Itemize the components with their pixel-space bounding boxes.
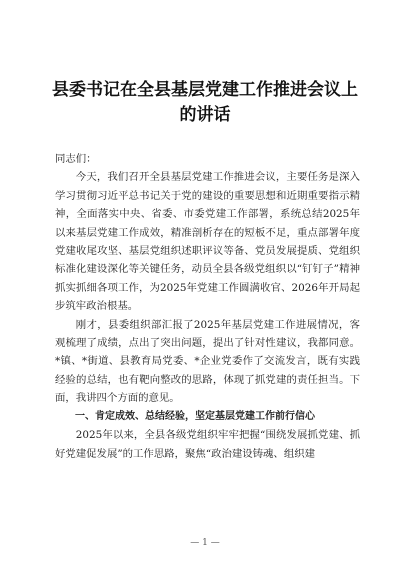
document-body	[55, 150, 360, 463]
page-number: — 1 —	[190, 538, 220, 548]
salutation: 同志们：	[55, 153, 97, 165]
paragraph-section-1: 2025年以来，全县各级党组织牢牢把握“围绕发展抓党建、抓好党建促发展”的工作思路，聚焦“政治建设铸魂、组织建	[55, 429, 360, 460]
paragraph-reports: 刚才，县委组织部汇报了2025年基层党建工作进展情况，客观梳理了成绩，点出了突出问题，提出了针对性建议，我都同意。*镇、*街道、县教育局党委、*企业党委作了交流发言，既有实践经验的总结，也有靶向整改的思路，体现了抓党建的责任担当。下面，我讲四个方面的意见。	[55, 318, 360, 405]
title-line-2: 的讲话	[179, 105, 231, 125]
paragraph-opening: 今天，我们召开全县基层党建工作推进会议，主要任务是深入学习贯彻习近平总书记关于党的建设的重要思想和近期重要指示精神，全面落实中央、省委、市委党建工作部署，系统总结2025年以来基层党建工作成效，精准剖析存在的短板不足，重点部署年度党建收尾攻坚、基层党组织述职评议等备、党员发展提质、党组织标准化建设深化等关键任务，动员全县各级党组织以“钉钉子”精神抓实抓细各项工作，为2025年党建工作圆满收官、2026年开局起步筑牢政治根基。	[55, 171, 360, 313]
section-heading-1: 一、肯定成效、总结经验，坚定基层党建工作前行信心	[75, 410, 315, 422]
document-title	[40, 78, 370, 128]
title-line-1: 县委书记在全县基层党建工作推进会议上	[52, 80, 358, 100]
